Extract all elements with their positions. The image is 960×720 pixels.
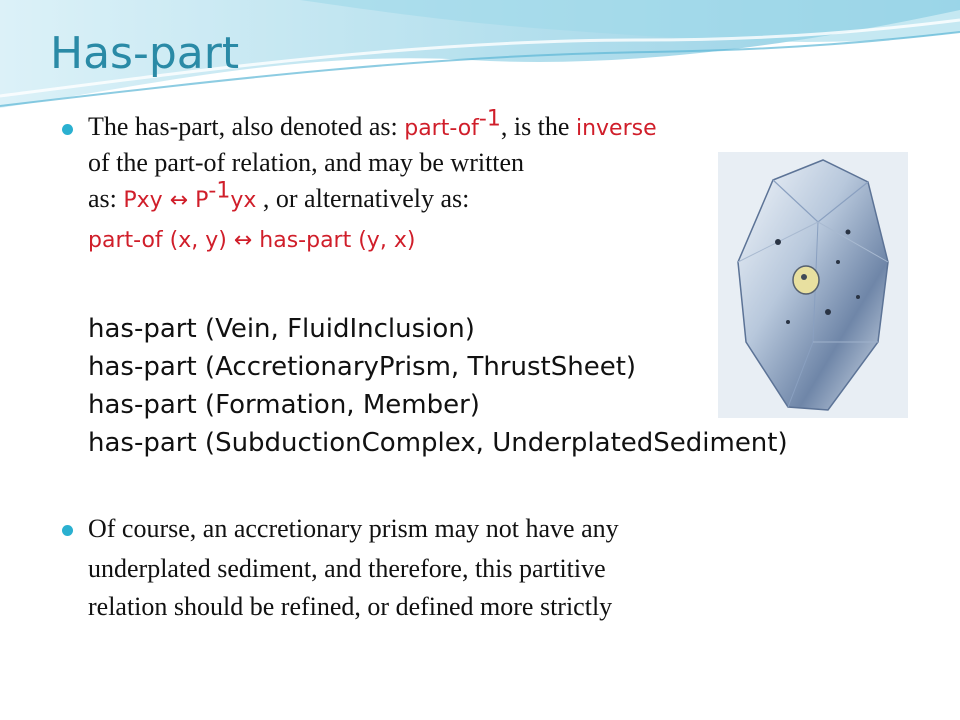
example-2: has-part (AccretionaryPrism, ThrustSheet) [88,352,637,382]
superscript: -1 [208,178,231,204]
formula-p: P [188,188,209,213]
double-arrow-icon: ↔ [233,228,253,253]
bullet-1-line-1 [88,106,657,148]
text-run: The has-part, also denoted as: [88,112,405,141]
bullet-1-line-2 [88,146,524,184]
text-run: as: [88,184,124,213]
quartz-crystal-image [718,152,908,418]
formula-pxy: Pxy [123,188,170,213]
bullet-1-line-3 [88,178,470,220]
text-run: , is the [500,112,576,141]
bullet-2-line-2: underplated sediment, and therefore, this partitive [88,554,606,583]
term-part-of: part-of [404,116,479,141]
example-4: has-part (SubductionComplex, UnderplatedSediment) [88,428,788,458]
term-inverse: inverse [575,116,657,141]
example-3: has-part (Formation, Member) [88,390,480,420]
text-run: , or alternatively as: [256,184,470,213]
formula-has-part: has-part (y, x) [252,228,416,253]
superscript: -1 [478,106,501,132]
formula-part-of: part-of (x, y) [88,228,234,253]
bullet-1-marker [62,124,73,135]
example-1: has-part (Vein, FluidInclusion) [88,314,475,344]
formula-yx: yx [230,188,257,213]
bullet-2-line-3: relation should be refined, or defined more strictly [88,592,613,621]
double-arrow-icon: ↔ [169,188,189,213]
slide-title: Has-part [50,28,240,79]
bullet-2-marker [62,525,73,536]
bullet-2-line-1: Of course, an accretionary prism may not have any [88,514,619,543]
bullet-1-line-4 [88,222,415,260]
text-run: of the part-of relation, and may be written [88,148,525,177]
